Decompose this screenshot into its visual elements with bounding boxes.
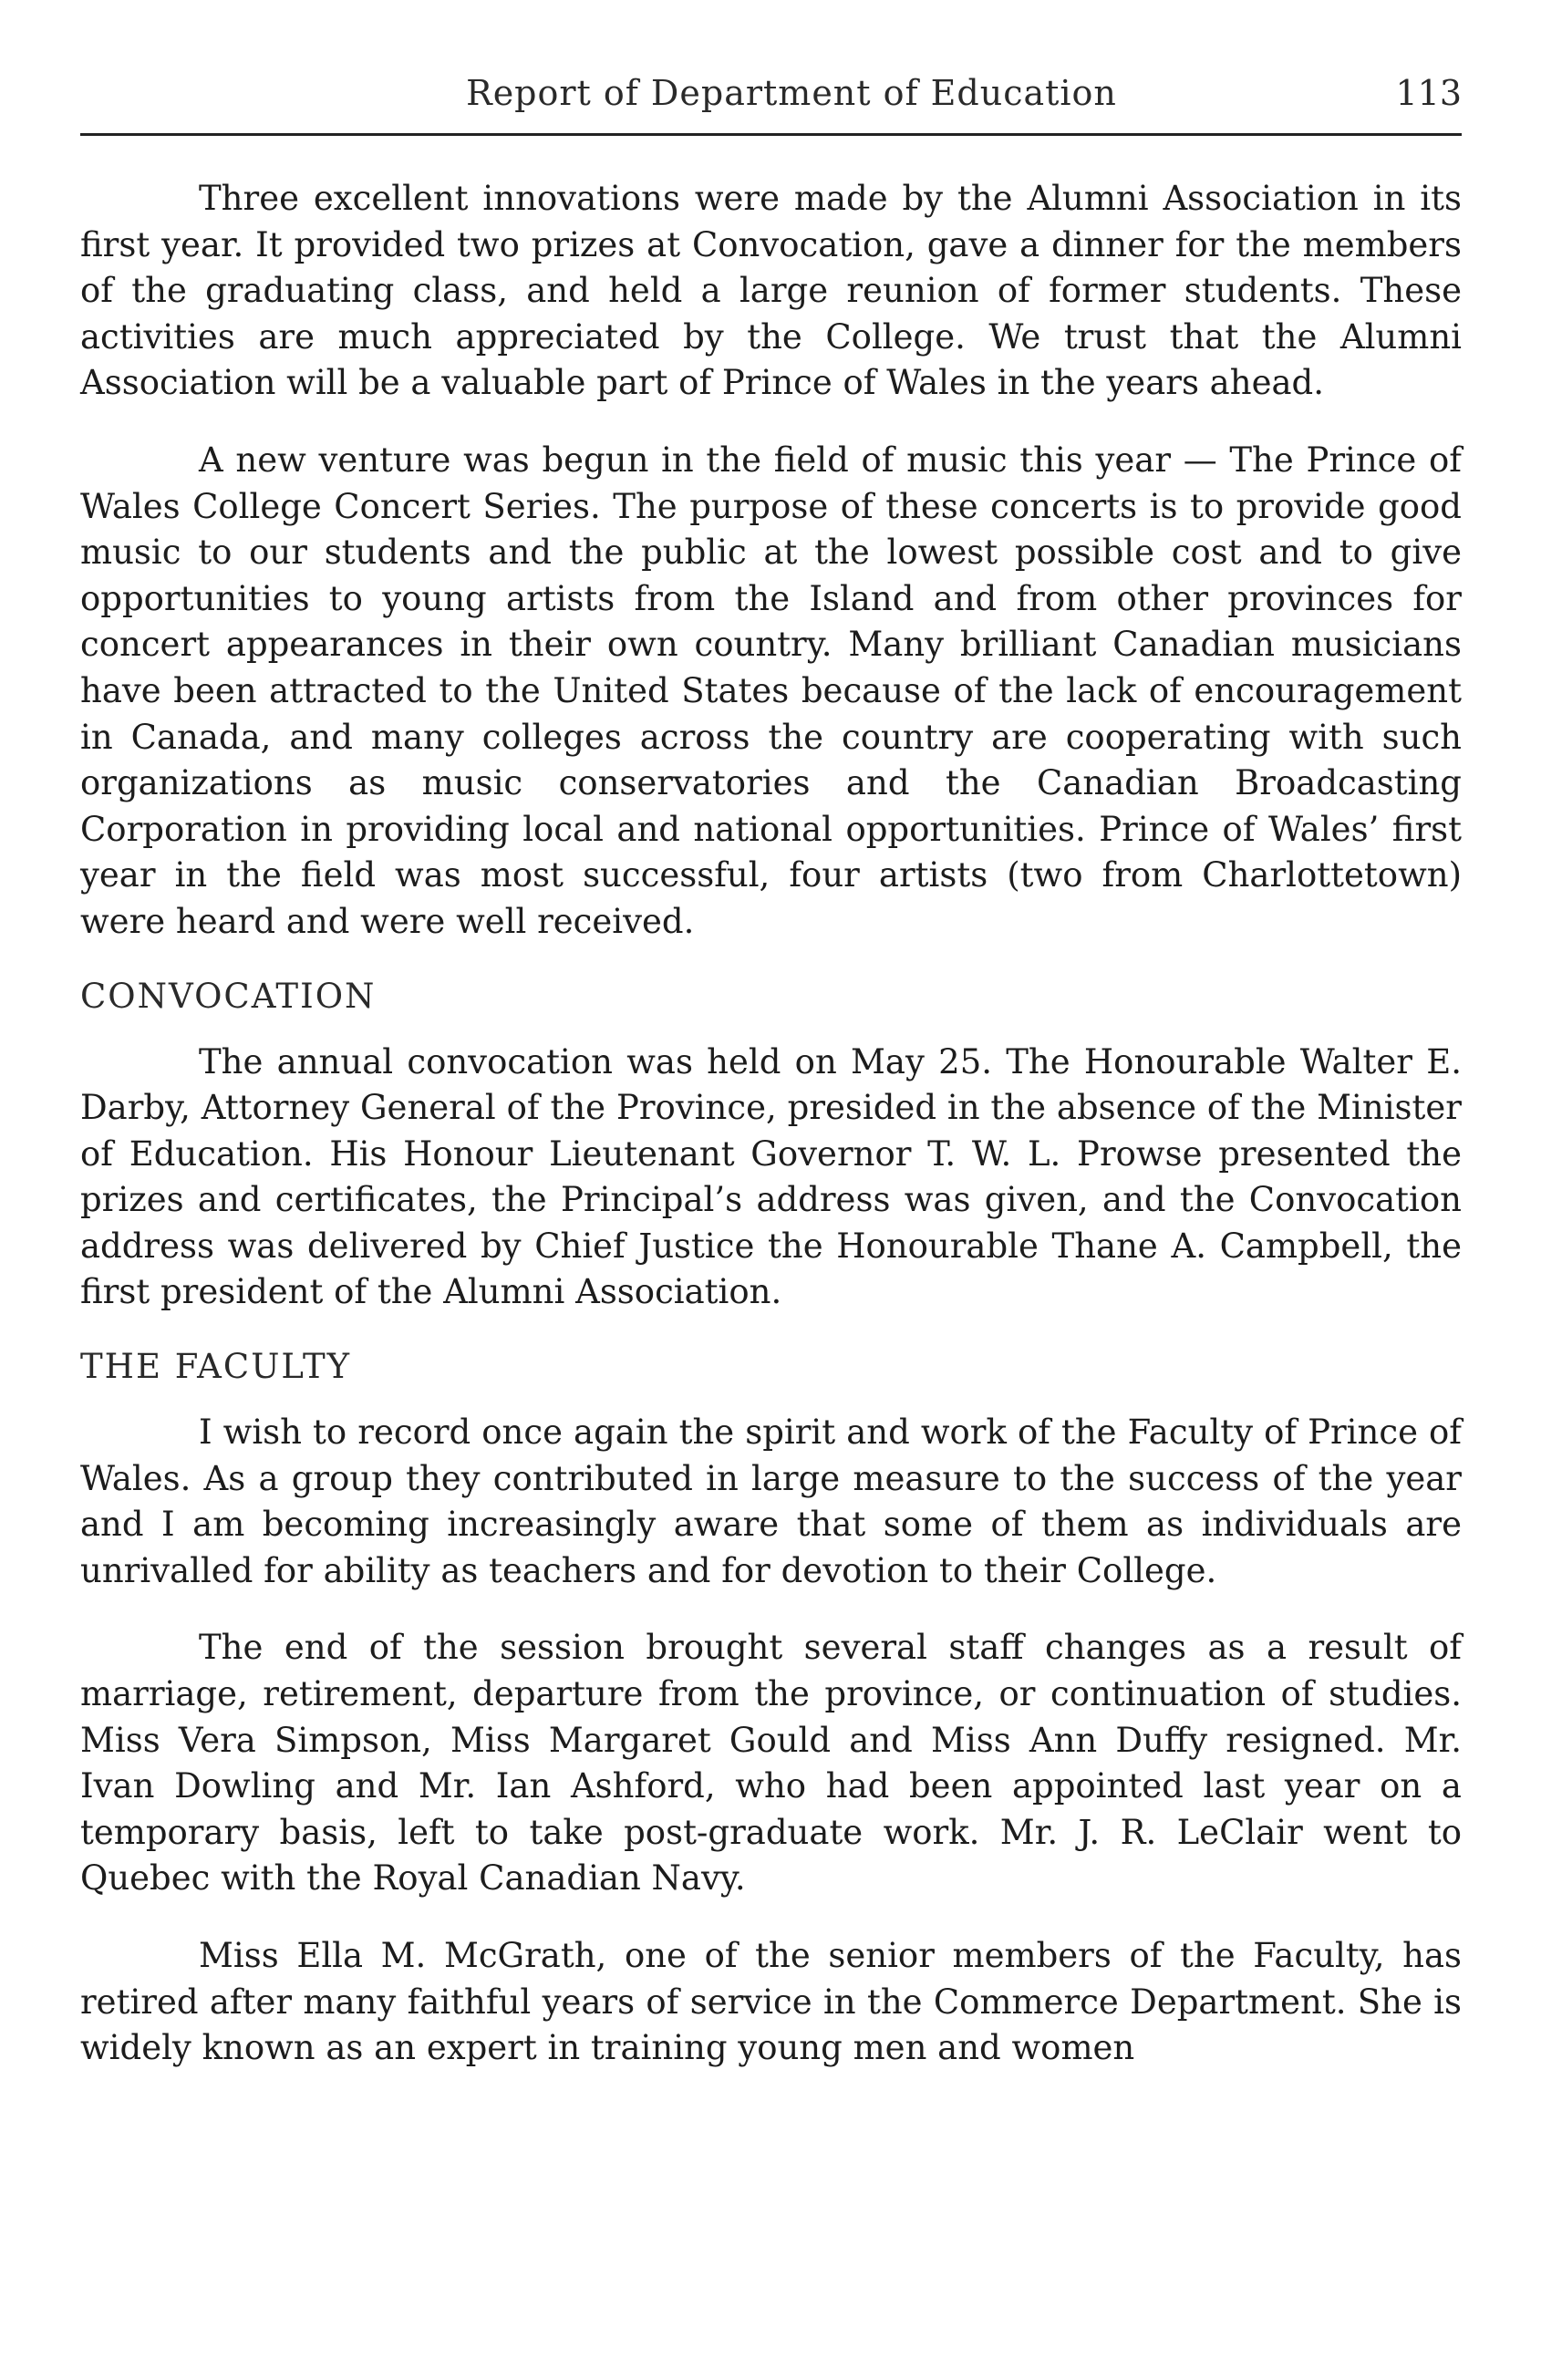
paragraph-faculty-spirit: I wish to record once again the spirit and work of the Faculty of Prince of Wales. As a group they contributed in large measure to the success of the year and I am becoming increasingly aware that some of them as individuals are unrivalled for ability as teachers and for devotion to their College. [80, 1412, 1462, 1590]
body-text [80, 136, 1462, 2072]
running-header [80, 0, 1462, 136]
paragraph-alumni-association: Three excellent innovations were made by the Alumni Association in its first year. It provided two prizes at Convocation, gave a dinner for the members of the graduating class, and held a large reunion of former students. These activities are much appreciated by the College. We trust that the Alumni Association will be a valuable part of Prince of Wales in the years ahead. [80, 179, 1462, 403]
running-title: Report of Department of Education [466, 73, 1117, 113]
section-heading-faculty: THE FACULTY [80, 1347, 352, 1387]
paragraph-staff-changes: The end of the session brought several staff changes as a result of marriage, retirement, departure from the province, or continuation of studies. Miss Vera Simpson, Miss Margaret Gould and Miss Ann Duffy resigned. Mr. Ivan Dowling and Mr. Ian Ashford, who had been appointed last year on a temporary basis, left to take post-graduate work. Mr. J. R. LeClair went to Quebec with the Royal Canadian Navy. [80, 1628, 1462, 1899]
paragraph-convocation: The annual convocation was held on May 25. The Honourable Walter E. Darby, Attorney General of the Province, presided in the absence of the Minister of Education. His Honour Lieutenant Governor T. W. L. Prowse presented the prizes and certificates, the Principal’s address was given, and the Convocation address was delivered by Chief Justice the Honourable Thane A. Campbell, the first president of the Alumni Association. [80, 1041, 1462, 1312]
section-heading-convocation: CONVOCATION [80, 976, 377, 1016]
page-number: 113 [1395, 73, 1462, 113]
paragraph-retirement: Miss Ella M. McGrath, one of the senior members of the Faculty, has retired after many faithful years of service in the Commerce Department. She is widely known as an expert in training young men and women [80, 1936, 1462, 2068]
paragraph-concert-series: A new venture was begun in the field of music this year — The Prince of Wales College Concert Series. The purpose of these concerts is to provide good music to our students and the public at the lowest possible cost and to give opportunities to young artists from the Island and from other provinces for concert appearances in their own country. Many brilliant Canadian musicians have been attracted to the United States because of the lack of encouragement in Canada, and many colleges across the country are cooperating with such organizations as music conservatories and the Canadian Broadcasting Corporation in providing local and national opportunities. Prince of Wales’ first year in the field was most successful, four artists (two from Charlottetown) were heard and were well received. [80, 440, 1462, 941]
document-page [80, 0, 1462, 2103]
